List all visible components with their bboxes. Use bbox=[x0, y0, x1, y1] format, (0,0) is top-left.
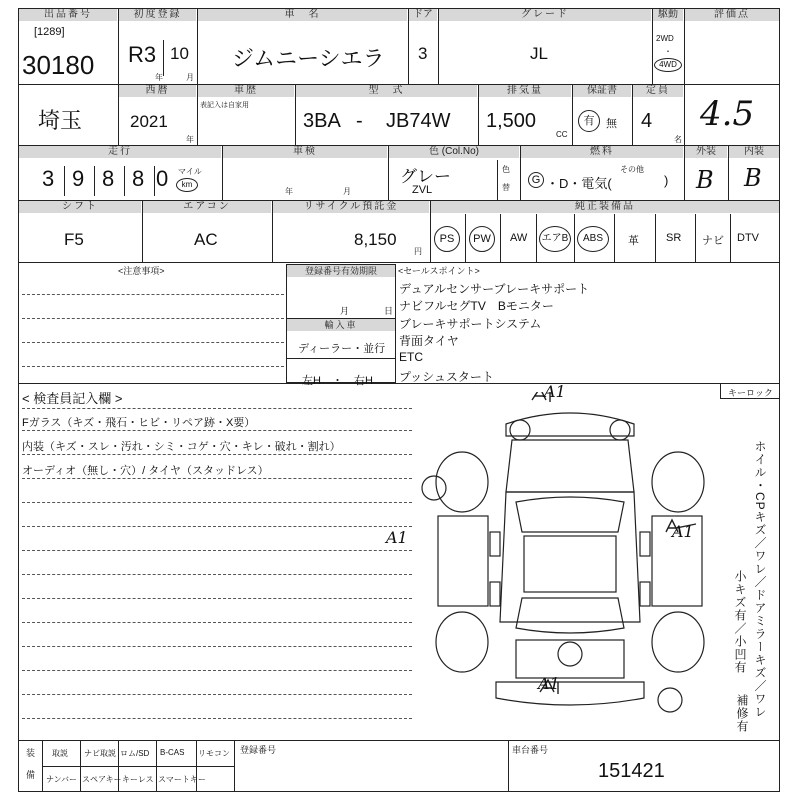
rom-sd-cell: ロム/SD bbox=[120, 749, 150, 758]
hood bbox=[506, 440, 634, 492]
dashed-line bbox=[22, 718, 412, 719]
minor-damage-notes: 小キズ有／小凹有 bbox=[733, 570, 747, 674]
dashed-line bbox=[22, 598, 412, 599]
dashed-line bbox=[22, 622, 412, 623]
handle-side: 左H ・ 右H bbox=[302, 375, 373, 387]
lot-bracket: [1289] bbox=[34, 26, 65, 38]
digit-divider bbox=[94, 166, 95, 196]
mileage-digit: 0 bbox=[156, 166, 169, 191]
col-divider bbox=[80, 740, 81, 792]
col-divider bbox=[156, 740, 157, 792]
name-header: 車 名 bbox=[198, 9, 407, 21]
dashed-line bbox=[22, 502, 412, 503]
left-mirror bbox=[490, 532, 500, 556]
lot-number: 30180 bbox=[22, 50, 95, 80]
fuel-rest: ・D・電気( bbox=[546, 176, 612, 191]
equip-airbag-circled: エアB bbox=[539, 226, 571, 252]
front-right-fender bbox=[652, 452, 704, 512]
col-divider bbox=[497, 160, 498, 200]
car-diagram bbox=[420, 392, 740, 732]
bcas-cell: B-CAS bbox=[160, 748, 185, 757]
expiry-month: 月 bbox=[340, 306, 350, 316]
year-unit: 年 bbox=[155, 73, 163, 82]
spare-key-cell: スペアキー bbox=[82, 775, 122, 784]
col-divider bbox=[655, 214, 656, 262]
ac-header: エアコン bbox=[143, 201, 271, 213]
dashed-line bbox=[22, 574, 412, 575]
digit-divider bbox=[124, 166, 125, 196]
damage-mark-left-label: A1 bbox=[386, 528, 408, 547]
rear-left-fender bbox=[436, 612, 488, 672]
manual-cell: 取説 bbox=[52, 749, 68, 758]
sales-point: 背面タイヤ bbox=[399, 334, 459, 348]
smart-key-cell: スマートキー bbox=[158, 775, 206, 784]
dashed-line bbox=[22, 318, 284, 319]
score-handwritten: 4.5 bbox=[700, 94, 755, 134]
interior-header: 内装 bbox=[729, 146, 779, 158]
model-code: JB74W bbox=[386, 110, 451, 132]
fuel-other: その他 bbox=[620, 165, 644, 174]
sales-point: ETC bbox=[399, 350, 423, 364]
dashed-line bbox=[22, 694, 412, 695]
exterior-header: 外装 bbox=[685, 146, 727, 158]
rear-right-fender bbox=[652, 612, 704, 672]
col-divider bbox=[163, 40, 164, 76]
door-count: 3 bbox=[418, 44, 428, 63]
warranty-header: 保証書 bbox=[573, 85, 631, 97]
region: 埼玉 bbox=[38, 108, 83, 133]
year-unit: 年 bbox=[285, 187, 293, 196]
number-plate-cell: ナンバー bbox=[46, 775, 78, 784]
inspection-header: < 検査員記入欄 > bbox=[22, 391, 123, 406]
dashed-line bbox=[22, 408, 412, 409]
row-divider bbox=[42, 766, 234, 767]
mileage-digit: 8 bbox=[102, 166, 115, 191]
history-note: 表記入は自家用 bbox=[200, 102, 249, 109]
chassis-header: 車台番号 bbox=[512, 745, 549, 755]
rear-right-wheel bbox=[658, 688, 682, 712]
grade-header: グレード bbox=[439, 9, 651, 21]
color-value: グレー bbox=[400, 167, 451, 186]
expiry-day: 日 bbox=[384, 306, 394, 316]
reg-expiry-header: 登録番号有効期限 bbox=[287, 265, 395, 277]
col-divider bbox=[684, 8, 685, 200]
model-header: 型 式 bbox=[296, 85, 477, 97]
inspection-line-audio-tire: オーディオ（無し・穴）/ タイヤ（スタッドレス） bbox=[22, 465, 269, 477]
month-unit: 月 bbox=[343, 187, 351, 196]
row-divider bbox=[286, 358, 396, 359]
mileage-digit: 9 bbox=[72, 166, 85, 191]
cc-header: 排気量 bbox=[479, 85, 571, 97]
sales-point: プッシュスタート bbox=[399, 370, 494, 384]
inspection-line-interior: 内装（キズ・スレ・汚れ・シミ・コゲ・穴・キレ・破れ・割れ） bbox=[22, 441, 341, 453]
damage-mark-right-label: A1 bbox=[672, 522, 694, 541]
fuel-close: ) bbox=[664, 173, 669, 188]
digit-divider bbox=[64, 166, 65, 196]
col-divider bbox=[465, 214, 466, 262]
wheel-notes: ホイル・CPキズ／ワレ／ドアミラーキズ／ワレ bbox=[753, 440, 767, 719]
damage-mark-rear-label: A1 bbox=[538, 674, 560, 693]
damage-mark-front-label: A1 bbox=[544, 382, 566, 401]
sales-point: ブレーキサポートシステム bbox=[399, 317, 542, 331]
left-door bbox=[438, 516, 488, 606]
chassis-number: 151421 bbox=[598, 760, 665, 782]
shift-header: シフト bbox=[19, 201, 141, 213]
equip-sr: SR bbox=[666, 232, 682, 244]
dashed-line bbox=[22, 366, 284, 367]
drive-4wd-circled: 4WD bbox=[654, 58, 682, 72]
windshield bbox=[516, 497, 624, 532]
cc-unit: CC bbox=[556, 130, 568, 139]
history-header: 車歴 bbox=[198, 85, 294, 97]
drive-dot: ・ bbox=[664, 47, 672, 56]
right-rear-quarter bbox=[640, 582, 650, 606]
tailgate bbox=[516, 640, 624, 678]
lot-header: 出品番号 bbox=[19, 9, 117, 21]
equip-navi: ナビ bbox=[702, 235, 724, 247]
capacity-value: 4 bbox=[641, 110, 653, 132]
sales-point: ナビフルセグTV Bモニター bbox=[399, 299, 554, 313]
repair-notes: 補修有 bbox=[735, 694, 749, 733]
col-divider bbox=[574, 214, 575, 262]
door-header: ドア bbox=[409, 9, 437, 21]
keyless-cell: キーレス bbox=[122, 775, 154, 784]
reg-era: R3 bbox=[128, 42, 157, 67]
col-divider bbox=[614, 214, 615, 262]
dashed-line bbox=[22, 526, 412, 527]
mileage-digit: 3 bbox=[42, 166, 55, 191]
shift-value: F5 bbox=[64, 230, 84, 249]
col-divider bbox=[730, 214, 731, 262]
equip-ps-circled: PS bbox=[434, 226, 460, 252]
color-change-2: 替 bbox=[502, 183, 510, 192]
equip-pw-circled: PW bbox=[469, 226, 495, 252]
equip-leather: 革 bbox=[628, 235, 639, 247]
navi-manual-cell: ナビ取説 bbox=[84, 749, 116, 758]
dealer-parallel: ディーラー・並行 bbox=[298, 343, 386, 355]
car-name: ジムニーシエラ bbox=[232, 46, 385, 71]
left-rear-quarter bbox=[490, 582, 500, 606]
grade-value: JL bbox=[530, 44, 548, 63]
front-left-wheel bbox=[422, 476, 446, 500]
equip-label-a: 装 bbox=[26, 748, 36, 758]
front-right-light bbox=[610, 420, 630, 440]
dashed-line bbox=[22, 670, 412, 671]
front-bumper bbox=[506, 413, 634, 436]
row-divider bbox=[18, 262, 780, 263]
dashed-line bbox=[22, 478, 412, 479]
month-unit: 月 bbox=[186, 73, 194, 82]
sales-point: デュアルセンサーブレーキサポート bbox=[399, 282, 590, 296]
ac-value: AC bbox=[194, 230, 218, 249]
score-header: 評価点 bbox=[685, 9, 779, 21]
capacity-unit: 名 bbox=[674, 135, 682, 144]
km-unit-circled: km bbox=[176, 178, 198, 192]
dashed-line bbox=[22, 430, 412, 431]
recycle-header: リサイクル預託金 bbox=[273, 201, 429, 213]
row-divider bbox=[18, 740, 780, 741]
equip-label-b: 備 bbox=[26, 770, 36, 780]
fuel-g-circled: G bbox=[528, 172, 544, 188]
right-mirror bbox=[640, 532, 650, 556]
inspection-header: 車検 bbox=[223, 146, 387, 158]
col-divider bbox=[536, 214, 537, 262]
remote-cell: リモコン bbox=[198, 749, 230, 758]
equip-dtv: DTV bbox=[737, 232, 759, 244]
dashed-line bbox=[22, 294, 284, 295]
drive-header: 駆動 bbox=[653, 9, 683, 21]
color-change-1: 色 bbox=[502, 165, 510, 174]
year-header: 西暦 bbox=[119, 85, 196, 97]
digit-divider bbox=[154, 166, 155, 196]
model-prefix: 3BA bbox=[303, 110, 341, 132]
recycle-value: 8,150 bbox=[354, 230, 397, 249]
caution-header: <注意事項> bbox=[118, 266, 165, 276]
dashed-line bbox=[22, 646, 412, 647]
dashed-line bbox=[22, 342, 284, 343]
color-header: 色 (Col.No) bbox=[389, 146, 519, 158]
drive-2wd: 2WD bbox=[656, 34, 674, 43]
displacement: 1,500 bbox=[486, 110, 537, 132]
equip-header: 純正装備品 bbox=[431, 201, 779, 213]
spare-tire bbox=[558, 642, 582, 666]
capacity-header: 定員 bbox=[633, 85, 683, 97]
yen-unit: 円 bbox=[414, 247, 422, 256]
fuel-header: 燃料 bbox=[521, 146, 683, 158]
model-dash: - bbox=[356, 110, 363, 132]
mileage-header: 走行 bbox=[19, 146, 221, 158]
dashed-line bbox=[22, 454, 412, 455]
reg-month: 10 bbox=[170, 44, 189, 63]
equip-abs-circled: ABS bbox=[577, 226, 609, 252]
dashed-line bbox=[22, 550, 412, 551]
rear-bumper bbox=[496, 682, 644, 705]
reg-year: 2021 bbox=[130, 112, 168, 131]
col-divider bbox=[508, 740, 509, 792]
col-divider bbox=[234, 740, 235, 792]
mileage-digit: 8 bbox=[132, 166, 145, 191]
col-divider bbox=[500, 214, 501, 262]
reg-header: 初度登録 bbox=[119, 9, 196, 21]
year-unit: 年 bbox=[186, 135, 194, 144]
rear-window bbox=[516, 598, 624, 633]
sales-header: <セールスポイント> bbox=[398, 266, 480, 276]
reg-number-header: 登録番号 bbox=[240, 745, 277, 755]
mile-unit: マイル bbox=[178, 167, 202, 176]
color-code: ZVL bbox=[412, 184, 433, 196]
inspection-line-glass: Fガラス（キズ・飛石・ヒビ・リペア跡・X要） bbox=[22, 417, 256, 429]
warranty-no: 無 bbox=[606, 118, 617, 130]
exterior-grade: B bbox=[696, 166, 714, 194]
front-left-light bbox=[510, 420, 530, 440]
col-divider bbox=[695, 214, 696, 262]
import-header: 輸入車 bbox=[287, 319, 395, 331]
interior-grade: B bbox=[744, 164, 762, 192]
equip-aw: AW bbox=[510, 232, 528, 244]
warranty-yes-circled: 有 bbox=[578, 110, 600, 132]
key-lock-label: キーロック bbox=[728, 388, 773, 398]
roof bbox=[524, 536, 616, 592]
